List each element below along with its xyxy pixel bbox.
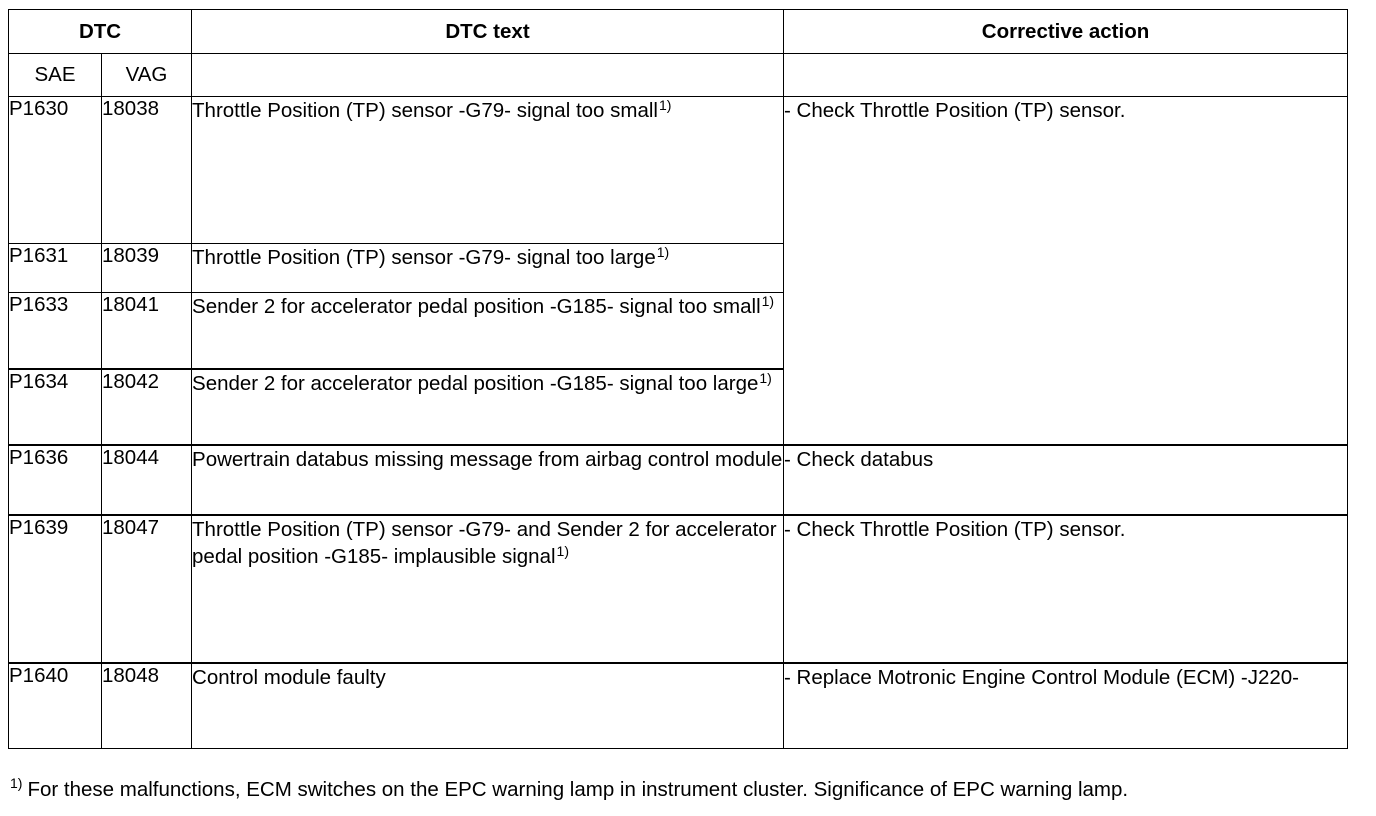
sae-code: P1631 xyxy=(9,244,102,293)
corrective-action: - Check databus xyxy=(784,445,1348,515)
footnote xyxy=(10,775,1129,802)
header-dtc-text: DTC text xyxy=(192,10,784,54)
table-row xyxy=(9,97,1348,244)
footnote-ref: 1) xyxy=(656,244,670,260)
vag-code: 18039 xyxy=(102,244,192,293)
vag-code: 18041 xyxy=(102,293,192,369)
footnote-text: For these malfunctions, ECM switches on the EPC warning lamp in instrument cluster. Significance of EPC warning lamp. xyxy=(27,778,1129,801)
vag-code: 18038 xyxy=(102,97,192,244)
footnote-ref: 1) xyxy=(761,293,775,309)
dtc-text xyxy=(192,97,784,244)
dtc-text-value: Control module faulty xyxy=(192,665,386,689)
dtc-text xyxy=(192,445,784,515)
header-sae: SAE xyxy=(9,54,102,97)
vag-code: 18047 xyxy=(102,515,192,663)
corrective-action: - Replace Motronic Engine Control Module (ECM) -J220- xyxy=(784,663,1348,749)
dtc-table xyxy=(8,9,1348,749)
table-row xyxy=(9,663,1348,749)
dtc-text xyxy=(192,244,784,293)
subheader-empty xyxy=(784,54,1348,97)
header-vag: VAG xyxy=(102,54,192,97)
footnote-mark: 1) xyxy=(10,775,23,791)
dtc-text-value: Throttle Position (TP) sensor -G79- signal too large xyxy=(192,246,656,269)
dtc-text xyxy=(192,369,784,445)
footnote-ref: 1) xyxy=(556,542,569,559)
table-row xyxy=(9,515,1348,663)
table-row xyxy=(9,445,1348,515)
dtc-text xyxy=(192,515,784,663)
subheader-empty xyxy=(192,54,784,97)
header-dtc: DTC xyxy=(9,10,192,54)
header-corrective-action: Corrective action xyxy=(784,10,1348,54)
subheader-row xyxy=(9,54,1348,97)
dtc-text-value: Sender 2 for accelerator pedal position -G185- signal too small xyxy=(192,295,761,318)
vag-code: 18042 xyxy=(102,369,192,445)
corrective-action: - Check Throttle Position (TP) sensor. xyxy=(784,97,1348,445)
dtc-text-value: Powertrain databus missing message from airbag control module xyxy=(192,447,783,471)
sae-code: P1636 xyxy=(9,445,102,515)
dtc-text-value: Throttle Position (TP) sensor -G79- and Sender 2 for accelerator pedal position -G185- implausible signal xyxy=(192,517,777,568)
sae-code: P1630 xyxy=(9,97,102,244)
vag-code: 18048 xyxy=(102,663,192,749)
dtc-text xyxy=(192,293,784,369)
sae-code: P1640 xyxy=(9,663,102,749)
dtc-text xyxy=(192,663,784,749)
dtc-text-value: Sender 2 for accelerator pedal position -G185- signal too large xyxy=(192,371,759,395)
vag-code: 18044 xyxy=(102,445,192,515)
dtc-text-value: Throttle Position (TP) sensor -G79- signal too small xyxy=(192,99,658,122)
sae-code: P1633 xyxy=(9,293,102,369)
footnote-ref: 1) xyxy=(759,369,772,386)
sae-code: P1634 xyxy=(9,369,102,445)
corrective-action: - Check Throttle Position (TP) sensor. xyxy=(784,515,1348,663)
header-row xyxy=(9,10,1348,54)
sae-code: P1639 xyxy=(9,515,102,663)
footnote-ref: 1) xyxy=(659,97,672,113)
